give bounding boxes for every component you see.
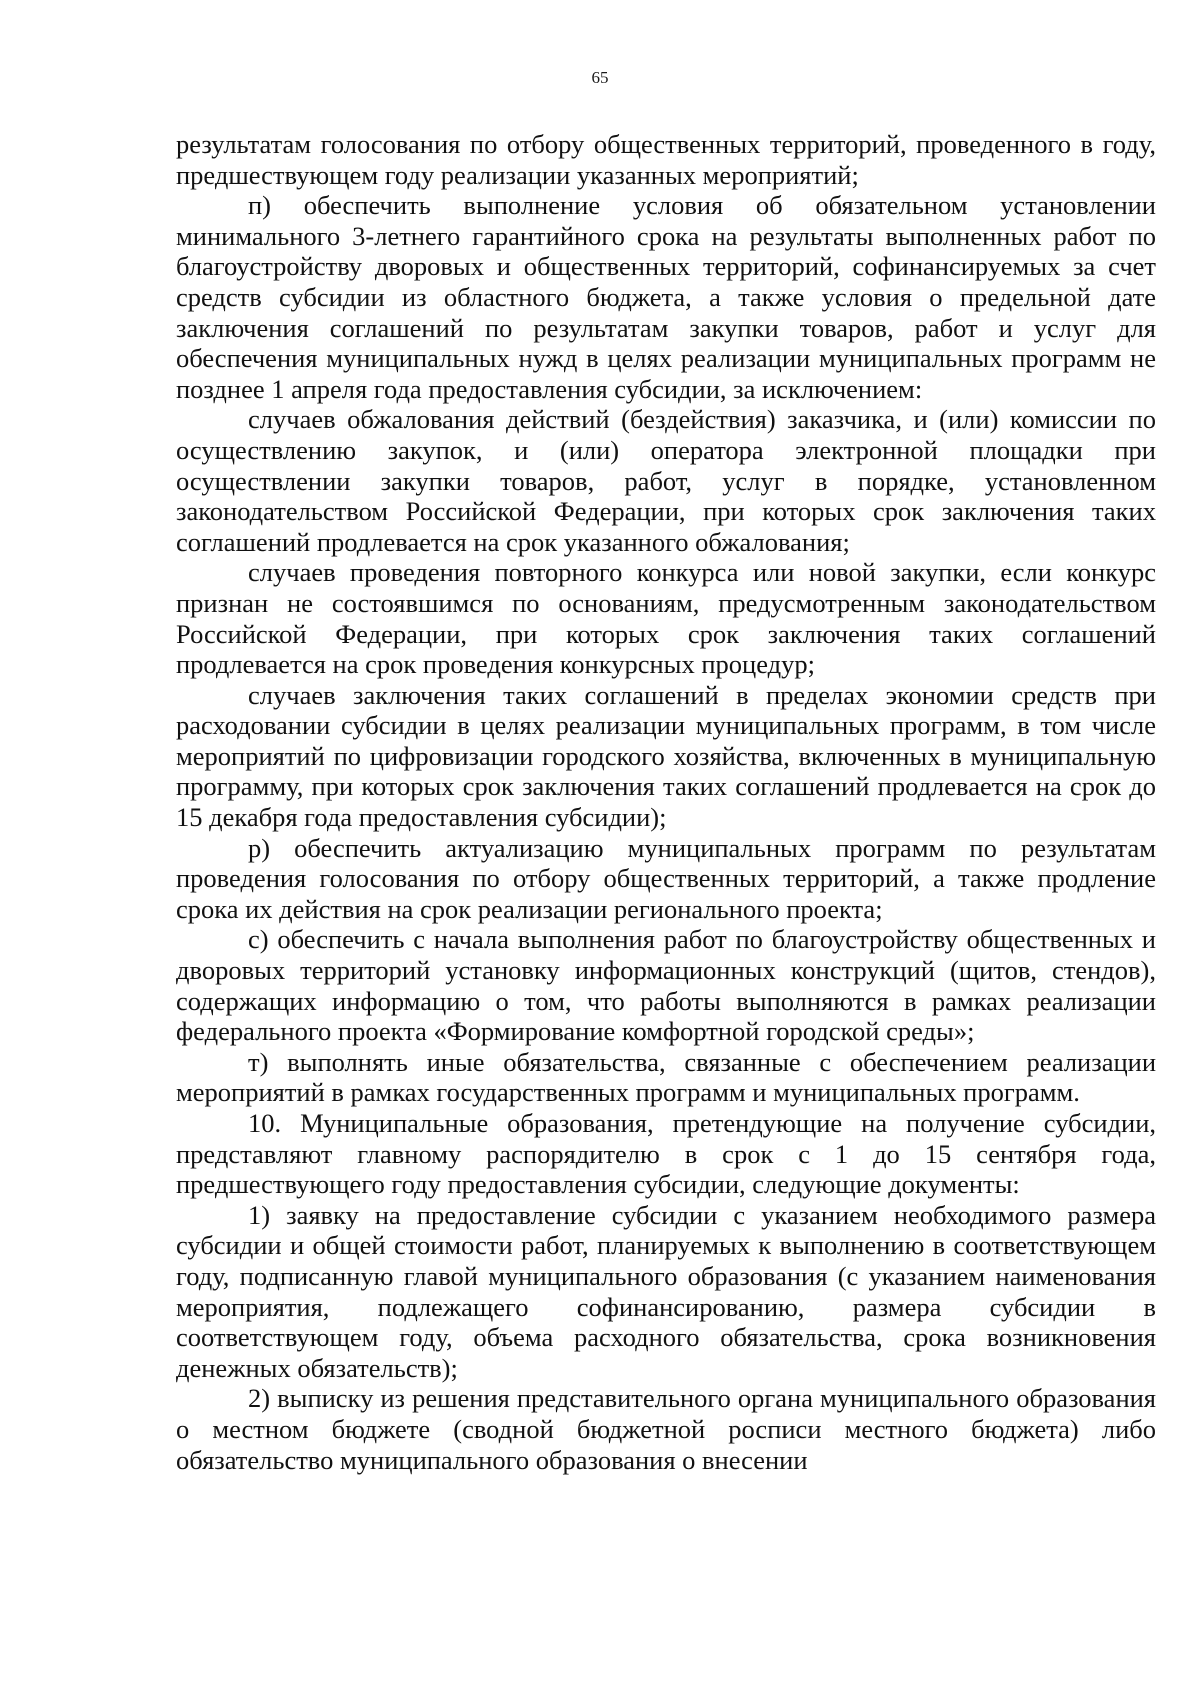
paragraph: с) обеспечить с начала выполнения работ по благоустройству общественных и дворовых территорий установку информационных конструкций (щитов, стендов), содержащих информацию о том, что работы выполняются в рамках реализации федерального проекта «Формирование комфортной городской среды»; bbox=[176, 924, 1156, 1047]
page-number: 65 bbox=[591, 68, 609, 87]
paragraph: п) обеспечить выполнение условия об обязательном установлении минимального 3-летнего гарантийного срока на результаты выполненных работ по благоустройству дворовых и общественных территорий, софинансируемых за счет средств субсидии из областного бюджета, а также условия о предельной дате заключения соглашений по результатам закупки товаров, работ и услуг для обеспечения муниципальных нужд в целях реализации муниципальных программ не позднее 1 апреля года предоставления субсидии, за исключением: bbox=[176, 190, 1156, 404]
paragraph: т) выполнять иные обязательства, связанные с обеспечением реализации мероприятий в рамках государственных программ и муниципальных программ. bbox=[176, 1046, 1156, 1108]
paragraph: случаев проведения повторного конкурса или новой закупки, если конкурс признан не состоявшимся по основаниям, предусмотренным законодательством Российской Федерации, при которых срок заключения таких соглашений продлевается на срок проведения конкурсных процедур; bbox=[176, 557, 1156, 680]
document-body bbox=[176, 129, 1156, 1475]
paragraph: 2) выписку из решения представительного органа муниципального образования о местном бюджете (сводной бюджетной росписи местного бюджета) либо обязательство муниципального образования о внесении bbox=[176, 1383, 1156, 1475]
paragraph: случаев обжалования действий (бездействия) заказчика, и (или) комиссии по осуществлению закупок, и (или) оператора электронной площадки при осуществлении закупки товаров, работ, услуг в порядке, установленном законодательством Российской Федерации, при которых срок заключения таких соглашений продлевается на срок указанного обжалования; bbox=[176, 404, 1156, 557]
paragraph: 1) заявку на предоставление субсидии с указанием необходимого размера субсидии и общей стоимости работ, планируемых к выполнению в соответствующем году, подписанную главой муниципального образования (с указанием наименования мероприятия, подлежащего софинансированию, размера субсидии в соответствующем году, объема расходного обязательства, срока возникновения денежных обязательств); bbox=[176, 1199, 1156, 1383]
paragraph: 10. Муниципальные образования, претендующие на получение субсидии, представляют главному распорядителю в срок с 1 до 15 сентября года, предшествующего году предоставления субсидии, следующие документы: bbox=[176, 1108, 1156, 1200]
paragraph: случаев заключения таких соглашений в пределах экономии средств при расходовании субсидии в целях реализации муниципальных программ, в том числе мероприятий по цифровизации городского хозяйства, включенных в муниципальную программу, при которых срок заключения таких соглашений продлевается на срок до 15 декабря года предоставления субсидии); bbox=[176, 679, 1156, 833]
paragraph: результатам голосования по отбору общественных территорий, проведенного в году, предшествующем году реализации указанных мероприятий; bbox=[176, 129, 1156, 190]
paragraph: р) обеспечить актуализацию муниципальных программ по результатам проведения голосования по отбору общественных территорий, а также продление срока их действия на срок реализации регионального проекта; bbox=[176, 832, 1156, 924]
